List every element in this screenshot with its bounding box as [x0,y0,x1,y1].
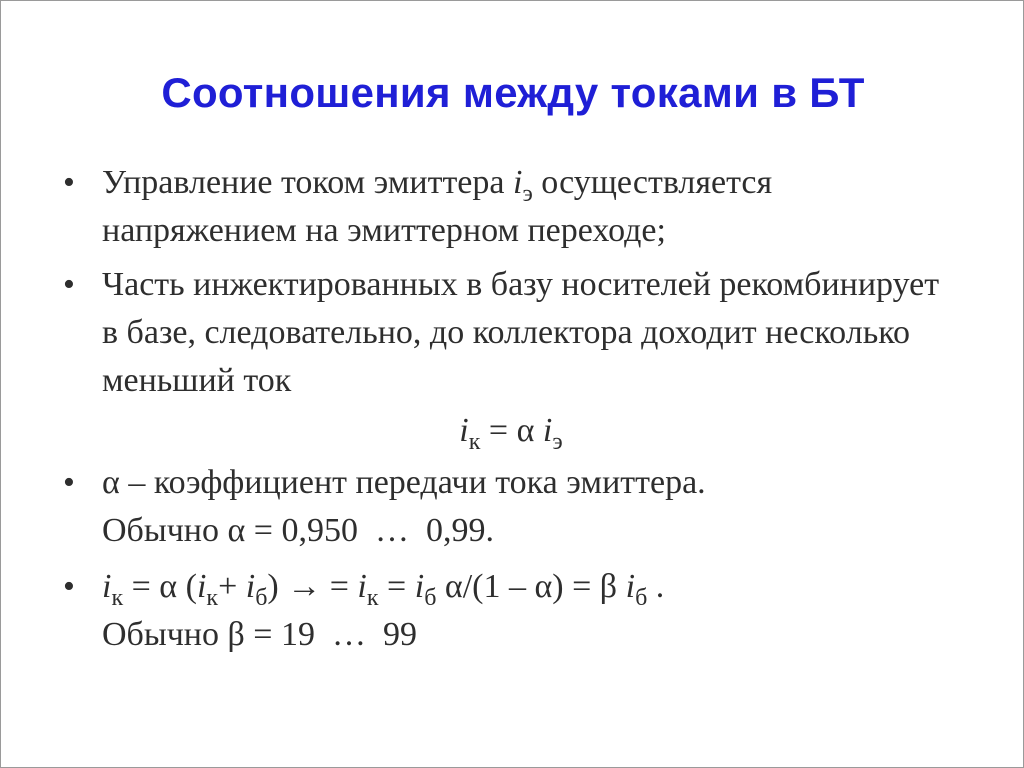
bullet-recombination [61,261,961,405]
formula-text: α/(1 – α) = β [436,568,626,605]
current-subscript: э [552,429,563,455]
current-subscript: к [366,585,379,611]
bullet-alpha [61,459,961,555]
bullet-text: Управление током эмиттера [102,164,513,201]
current-var: i [196,568,207,605]
formula-text: = α ( [123,568,197,605]
current-var: i [513,164,523,201]
current-subscript: к [468,429,481,455]
current-subscript: к [111,585,124,611]
current-var: i [459,412,469,449]
bullet-beta [61,563,961,659]
bullet-emitter-control [61,159,961,255]
bullet-icon: • [63,266,75,303]
formula-operator: = α [480,412,543,449]
slide-body [61,159,961,659]
bullet-text: Часть инжектированных в базу носителей рекомбинирует в базе, следовательно, до коллектора доходит несколько меньший ток [102,266,940,399]
current-var: i [625,568,636,605]
slide-title: Соотношения между токами в БТ [161,69,865,116]
formula-text: ) → = [267,568,358,605]
bullet-icon: • [63,568,75,605]
current-var: i [357,568,367,605]
current-var: i [102,568,112,605]
current-var: i [245,568,256,605]
bullet-text: осуществляется напряжением на эмиттерном переходе; [102,164,773,249]
bullet-icon: • [63,164,75,201]
bullet-text: Обычно β = 19 … 99 [102,616,417,653]
current-subscript: б [635,585,648,611]
current-subscript: к [206,585,219,611]
formula-text: . [647,568,665,605]
current-var: i [542,412,553,449]
formula-text: + [218,568,246,605]
current-subscript: б [424,585,437,611]
bullet-icon: • [63,464,75,501]
formula-collector-current [61,407,961,455]
current-var: i [414,568,425,605]
formula-text: = [378,568,415,605]
current-subscript: б [255,585,268,611]
bullet-text: α – коэффициент передачи тока эмиттера. [102,464,706,501]
current-subscript: э [522,181,533,207]
bullet-text: Обычно α = 0,950 … 0,99. [102,512,494,549]
